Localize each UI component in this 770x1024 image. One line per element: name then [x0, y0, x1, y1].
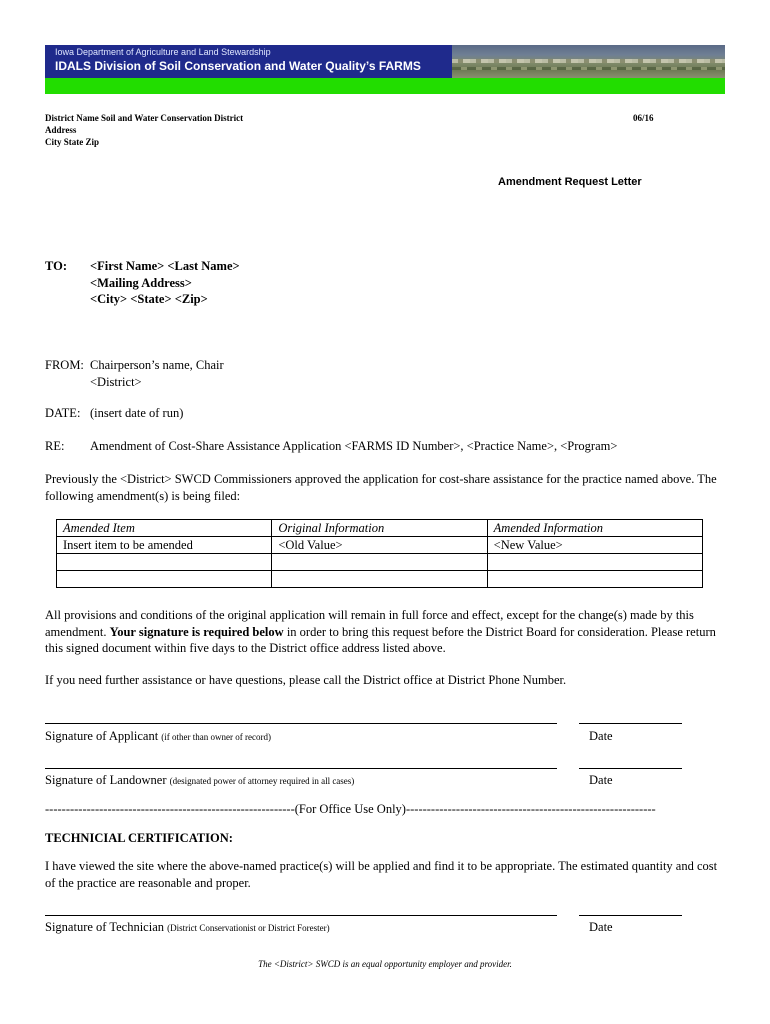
letter-title: Amendment Request Letter: [498, 176, 642, 188]
to-name: <First Name> <Last Name>: [90, 259, 240, 273]
district-address: Address: [45, 125, 77, 135]
re-label: RE:: [45, 439, 65, 453]
table-cell[interactable]: <New Value>: [487, 537, 702, 554]
applicant-label: Signature of Applicant: [45, 729, 159, 743]
equal-opportunity-footer: The <District> SWCD is an equal opportunity employer and provider.: [258, 959, 512, 969]
header-amended-information: Amended Information: [487, 520, 702, 537]
from-chair: Chairperson’s name, Chair: [90, 358, 224, 372]
table-row: [57, 537, 703, 554]
table-cell[interactable]: [272, 571, 487, 588]
district-name: District Name Soil and Water Conservation District: [45, 113, 244, 123]
table-header-row: [57, 520, 703, 537]
date-value: (insert date of run): [90, 406, 184, 420]
intro-paragraph: Previously the <District> SWCD Commissioners approved the application for cost-share assistance for the practice named above. The following amendment(s) is being filed:: [45, 472, 717, 503]
from-district: <District>: [90, 374, 142, 389]
table-cell[interactable]: [272, 554, 487, 571]
table-cell[interactable]: [57, 554, 272, 571]
provisions-text-2: in order to bring this request before the District Board for consideration. Please return this signed document within five days to the District office address listed above.: [45, 624, 716, 655]
technician-note: (District Conservationist or District Forester): [167, 923, 330, 933]
landowner-date-line[interactable]: [579, 768, 682, 769]
district-address-block: [45, 112, 243, 148]
table-row: [57, 554, 703, 571]
form-date-code: 06/16: [633, 113, 654, 123]
to-address-block: [90, 258, 240, 308]
to-mailing-address: <Mailing Address>: [90, 275, 192, 290]
amendment-table: [56, 519, 703, 588]
table-cell[interactable]: <Old Value>: [272, 537, 487, 554]
provisions-text-1: All provisions and conditions of the original application will remain in full force and effect, except for the change(s) made by this amendment.: [45, 608, 694, 639]
applicant-signature-label: [45, 728, 271, 746]
applicant-note: (if other than owner of record): [161, 732, 271, 742]
banner-green-stripe: [45, 78, 725, 94]
landowner-date-label: Date: [589, 773, 613, 787]
farmland-photo: [452, 45, 725, 78]
assistance-paragraph: If you need further assistance or have questions, please call the District office at District Phone Number.: [45, 673, 567, 687]
header-banner: [45, 45, 725, 94]
table-cell[interactable]: Insert item to be amended: [57, 537, 272, 554]
applicant-signature-line[interactable]: [45, 723, 557, 724]
table-cell[interactable]: [487, 554, 702, 571]
department-name: Iowa Department of Agriculture and Land Stewardship: [55, 47, 271, 57]
to-city-state-zip: <City> <State> <Zip>: [90, 292, 208, 306]
office-use-divider: ------------------------------------------------------------(For Office Use Only)------------------------------------------------------------: [45, 802, 656, 816]
from-label: FROM:: [45, 358, 84, 372]
applicant-date-label: Date: [589, 729, 613, 743]
from-block: [90, 357, 224, 390]
date-label: DATE:: [45, 406, 81, 420]
table-cell[interactable]: [487, 571, 702, 588]
division-name: IDALS Division of Soil Conservation and Water Quality’s FARMS: [55, 59, 421, 73]
applicant-date-line[interactable]: [579, 723, 682, 724]
table-row: [57, 571, 703, 588]
provisions-paragraph: [45, 607, 730, 657]
landowner-signature-line[interactable]: [45, 768, 557, 769]
tech-cert-heading: TECHNICIAL CERTIFICATION:: [45, 831, 233, 845]
technician-signature-label: [45, 919, 330, 937]
banner-title-block: [45, 45, 452, 78]
technician-signature-line[interactable]: [45, 915, 557, 916]
signature-required-note: Your signature is required below: [109, 624, 284, 639]
technician-date-line[interactable]: [579, 915, 682, 916]
technician-date-label: Date: [589, 920, 613, 934]
table-cell[interactable]: [57, 571, 272, 588]
to-label: TO:: [45, 259, 67, 273]
technician-label: Signature of Technician: [45, 920, 164, 934]
tech-cert-text: I have viewed the site where the above-named practice(s) will be applied and find it to be appropriate. The estimated quantity and cost of the practice are reasonable and proper.: [45, 859, 718, 890]
header-original-information: Original Information: [272, 520, 487, 537]
re-value: Amendment of Cost-Share Assistance Application <FARMS ID Number>, <Practice Name>, <Program>: [90, 439, 618, 453]
header-amended-item: Amended Item: [57, 520, 272, 537]
landowner-note: (designated power of attorney required in all cases): [169, 776, 355, 786]
landowner-label: Signature of Landowner: [45, 773, 167, 787]
district-city-state-zip: City State Zip: [45, 137, 99, 147]
landowner-signature-label: [45, 772, 354, 790]
